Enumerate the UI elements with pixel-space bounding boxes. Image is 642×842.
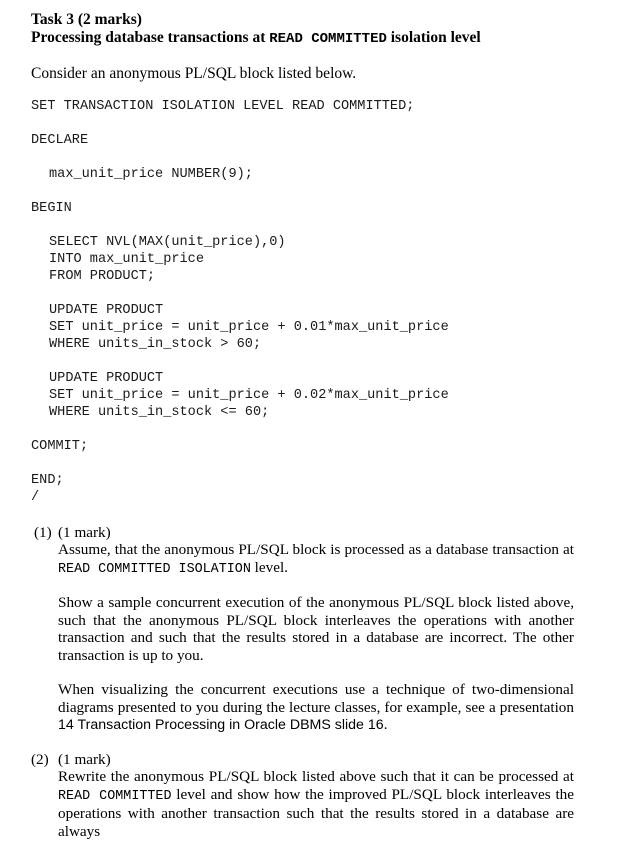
- task-subtitle-pre: Processing database transactions at: [31, 29, 270, 46]
- task-subtitle-post: isolation level: [386, 29, 481, 46]
- question-1-paragraph-3: [58, 681, 574, 735]
- intro-text: Consider an anonymous PL/SQL block listed below.: [31, 65, 357, 82]
- code-update1-line-1: UPDATE PRODUCT: [49, 303, 164, 318]
- code-update1-line-3: WHERE units_in_stock > 60;: [49, 337, 262, 352]
- task-subtitle: [31, 28, 481, 49]
- code-slash: /: [31, 490, 40, 505]
- code-select-line-2: INTO max_unit_price: [49, 252, 204, 267]
- q1-p3-reference: 14 Transaction Processing in Oracle DBMS slide 16: [58, 717, 384, 733]
- q1-p1-pre: Assume, that the anonymous PL/SQL block is processed as a database transaction at: [58, 541, 574, 558]
- question-1-paragraph-2: Show a sample concurrent execution of the anonymous PL/SQL block listed above, such that the anonymous PL/SQL block interleaves the operations with another transaction and such that the results stored in a database are incorrect. The other transaction is up to you.: [58, 594, 574, 664]
- question-2-paragraph-1: [58, 768, 574, 840]
- question-1-marks: (1 mark): [58, 524, 111, 541]
- task-subtitle-code: READ COMMITTED: [269, 31, 387, 47]
- q1-p3-post: .: [383, 716, 388, 733]
- code-declaration: max_unit_price NUMBER(9);: [49, 167, 253, 182]
- question-2-marks: (1 mark): [58, 751, 111, 768]
- q1-p1-code: READ COMMITTED ISOLATION: [58, 561, 251, 577]
- question-1-number: (1): [34, 524, 52, 541]
- code-set-transaction: SET TRANSACTION ISOLATION LEVEL READ COMMITTED;: [31, 99, 415, 114]
- question-2-number: (2): [31, 751, 49, 768]
- code-commit: COMMIT;: [31, 439, 89, 454]
- question-1-paragraph-1: [58, 541, 574, 578]
- q2-p1-post: level and show how the improved PL/SQL block interleaves the operations with another transaction such that the results stored in a database are always: [58, 785, 574, 840]
- code-declare: DECLARE: [31, 133, 89, 148]
- code-update2-line-2: SET unit_price = unit_price + 0.02*max_unit_price: [49, 388, 449, 403]
- code-update1-line-2: SET unit_price = unit_price + 0.01*max_unit_price: [49, 320, 449, 335]
- code-update2-line-3: WHERE units_in_stock <= 60;: [49, 405, 270, 420]
- q1-p1-post: level.: [250, 558, 288, 576]
- code-end: END;: [31, 473, 64, 488]
- code-update2-line-1: UPDATE PRODUCT: [49, 371, 164, 386]
- q2-p1-pre: Rewrite the anonymous PL/SQL block listed above such that it can be processed at: [58, 768, 574, 785]
- code-begin: BEGIN: [31, 201, 72, 216]
- code-select-line-1: SELECT NVL(MAX(unit_price),0): [49, 235, 286, 250]
- q2-p1-code: READ COMMITTED: [58, 788, 172, 804]
- code-select-line-3: FROM PRODUCT;: [49, 269, 156, 284]
- task-title: Task 3 (2 marks): [31, 11, 142, 28]
- q1-p3-pre: When visualizing the concurrent executions use a technique of two-dimensional diagrams presented to you during the lecture classes, for example, see a presentation: [58, 681, 574, 716]
